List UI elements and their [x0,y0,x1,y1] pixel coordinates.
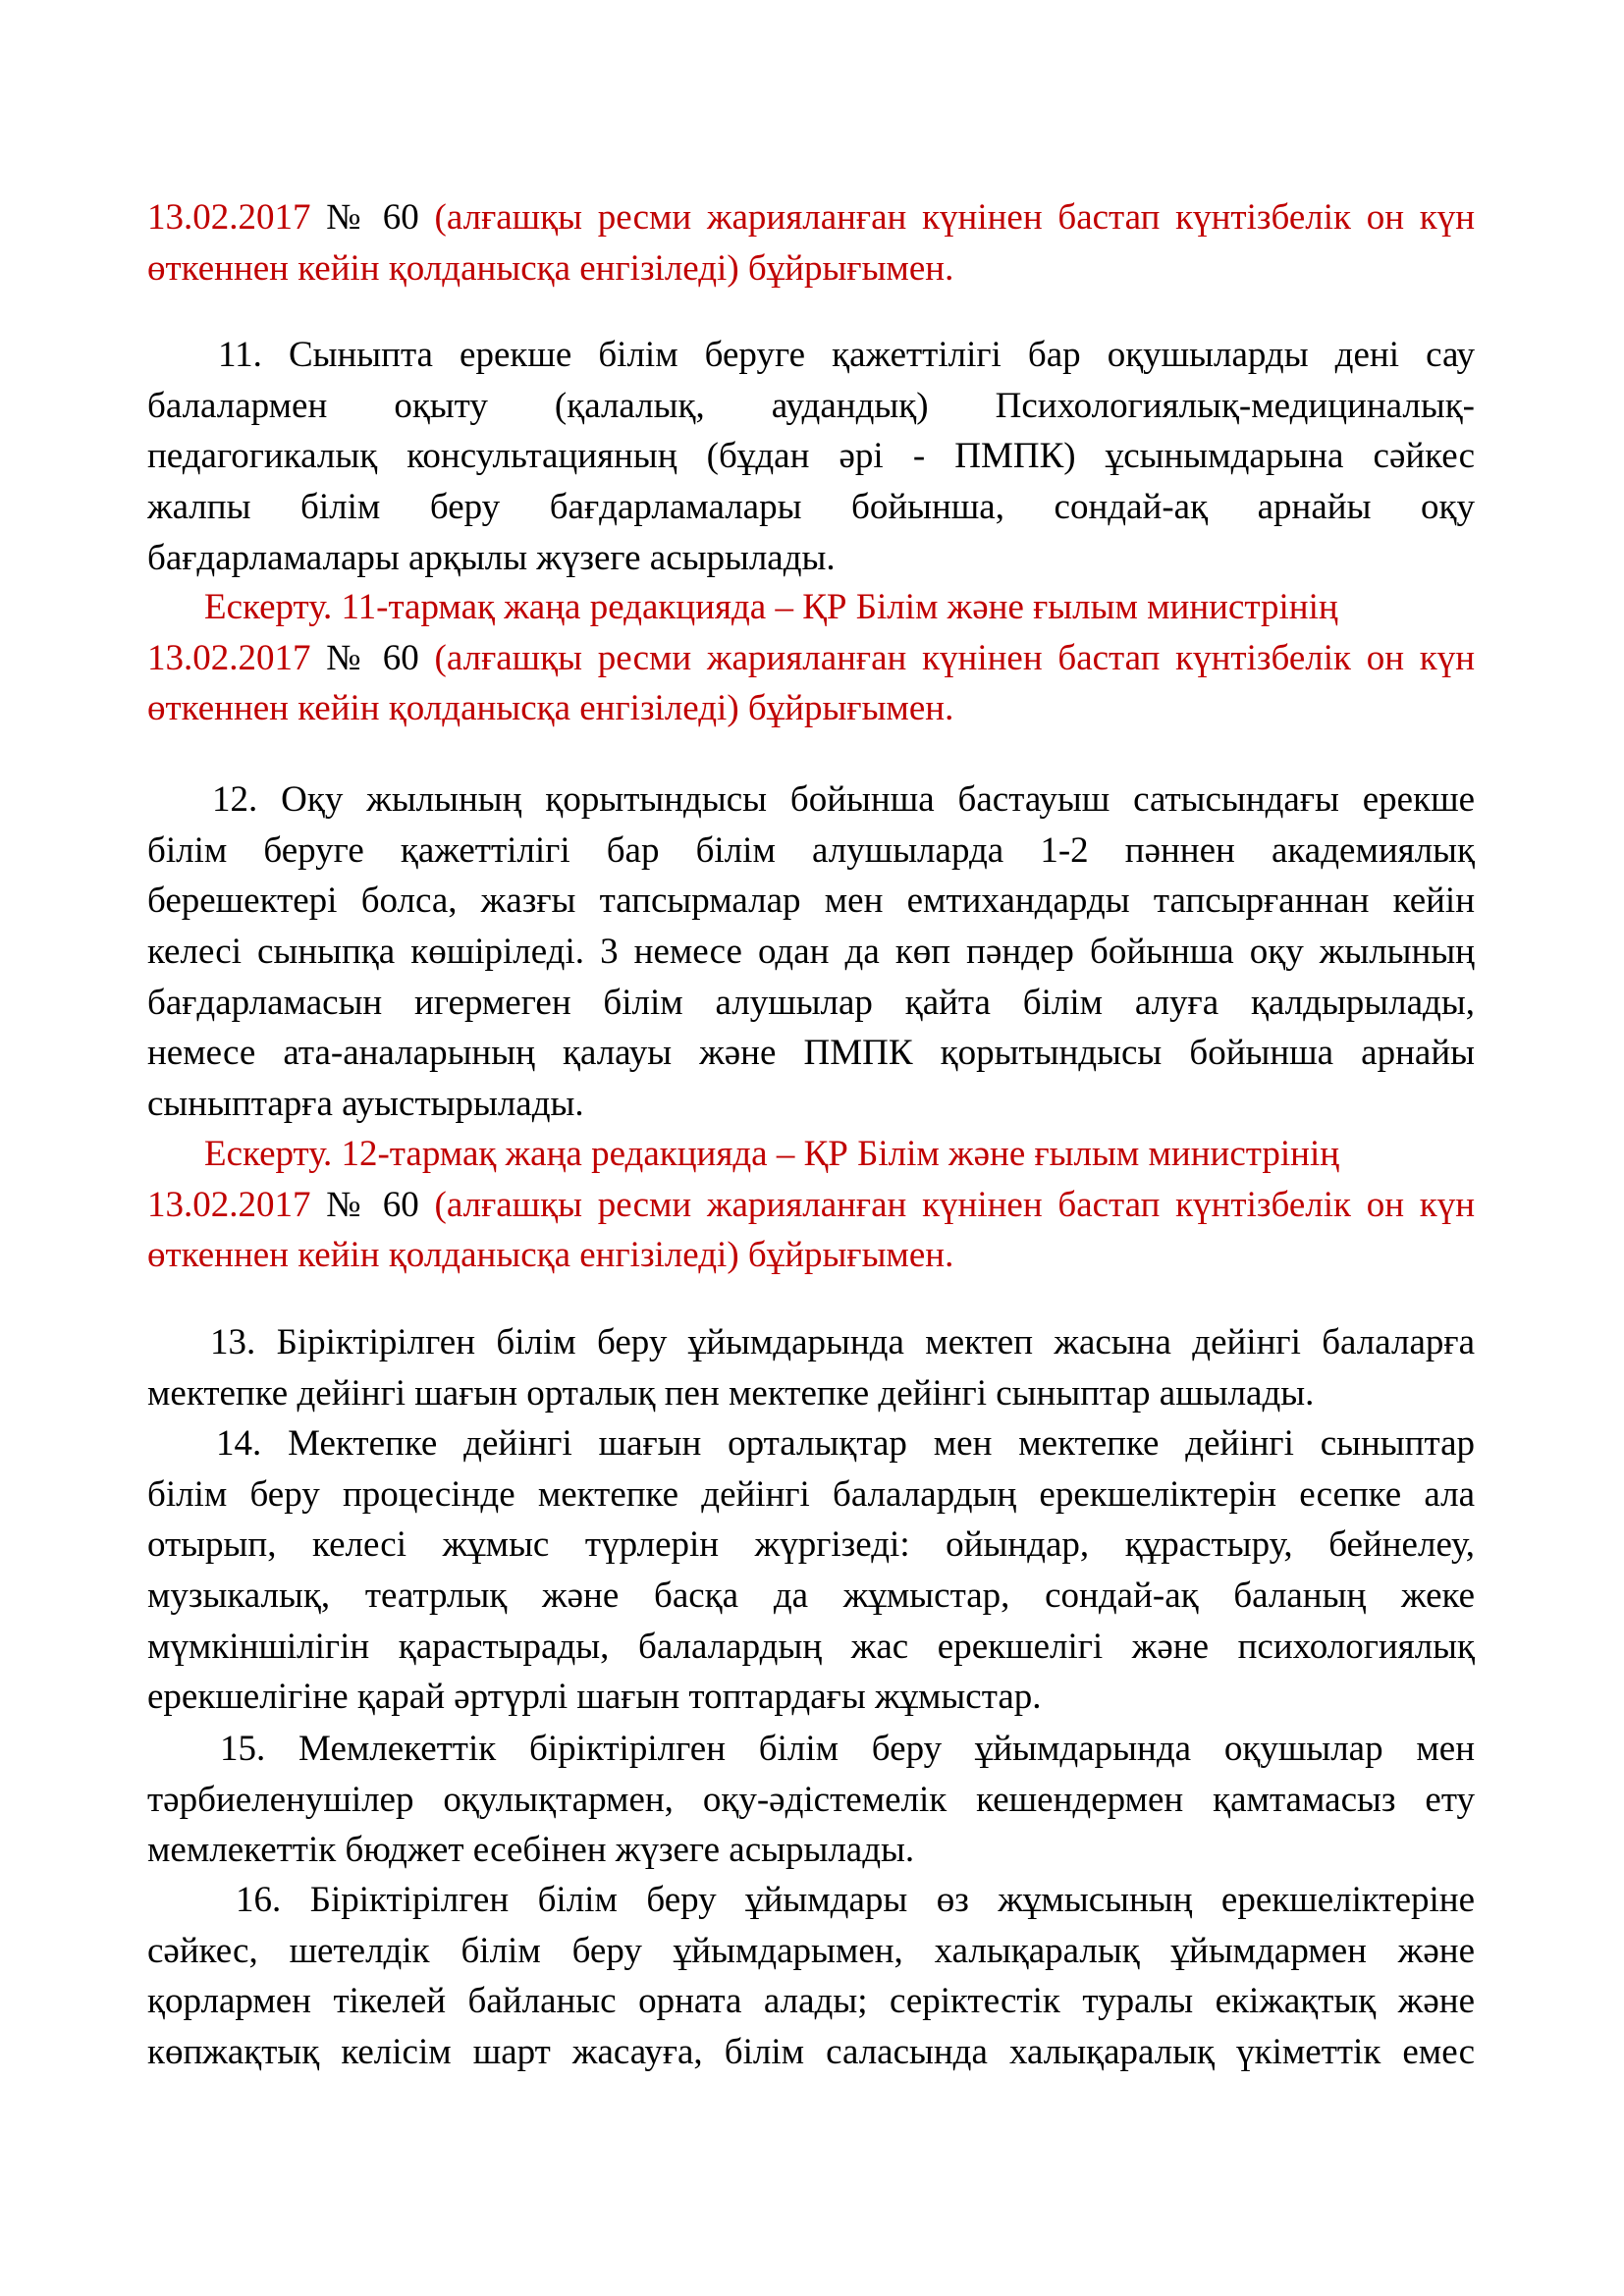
amendment-note-12 [147,1129,1475,1281]
paragraph-15 [147,1724,1475,1876]
paragraph-line: қорлармен тікелей байланыс орната алады; серіктестік туралы екіжақтық және [147,1981,1475,2022]
note-line [147,633,1475,684]
paragraph-line: 12. Оқу жылының қорытындысы бойынша бастауыш сатысындағы ерекше [212,779,1475,820]
note-text: (алғашқы ресми жарияланған күнінен бастап күнтізбелік он күн [434,637,1475,678]
paragraph-13 [147,1317,1475,1418]
paragraph-line: берешектері болса, жазғы тапсырмалар мен емтихандарды тапсырғаннан кейін [147,881,1475,922]
paragraph-11 [147,330,1475,583]
paragraph-12 [147,774,1475,1130]
note-line [147,192,1475,243]
paragraph-line: музыкалық, театрлық және басқа да жұмыстар, сондай-ақ баланың жеке [147,1575,1475,1617]
paragraph-line: мүмкіншілігін қарастырады, балалардың жас ерекшелігі және психологиялық [147,1626,1475,1667]
paragraph-16 [147,1875,1475,2078]
paragraph-line: жалпы білім беру бағдарламалары бойынша, сондай-ақ арнайы оқу [147,487,1475,528]
paragraph-line: 15. Мемлекеттік біріктірілген білім беру ұйымдарында оқушылар мен [220,1729,1475,1769]
paragraph-line: бағдарламалары арқылы жүзеге асырылады. [147,537,836,578]
order-number: № 60 [326,197,419,238]
paragraph-line: тәрбиеленушілер оқулықтармен, оқу-әдістемелік кешендермен қамтамасыз ету [147,1779,1475,1820]
amendment-note-11 [147,582,1475,734]
order-date: 13.02.2017 [147,637,311,678]
note-line: Ескерту. 12-тармақ жаңа редакцияда – ҚР Білім және ғылым министрінің [204,1134,1340,1174]
paragraph-line: келесі сыныпқа көшіріледі. 3 немесе одан да көп пәндер бойынша оқу жылының [147,932,1475,973]
note-line: Ескерту. 11-тармақ жаңа редакцияда – ҚР Білім және ғылым министрінің [204,587,1338,627]
paragraph-14 [147,1418,1475,1723]
paragraph-line: мемлекеттік бюджет есебінен жүзеге асырылады. [147,1830,915,1871]
order-date: 13.02.2017 [147,197,311,238]
paragraph-line: 14. Мектепке дейінгі шағын орталықтар мен мектепке дейінгі сыныптар [216,1423,1475,1464]
note-text: (алғашқы ресми жарияланған күнінен бастап күнтізбелік он күн [434,1184,1475,1225]
paragraph-line: көпжақтық келісім шарт жасауға, білім саласында халықаралық үкіметтік емес [147,2032,1475,2073]
paragraph-line: білім беруге қажеттілігі бар білім алушыларда 1-2 пәннен академиялық [147,829,1475,871]
note-line: өткеннен кейін қолданысқа енгізіледі) бұйрығымен. [147,688,954,729]
note-line [147,1180,1475,1231]
order-date: 13.02.2017 [147,1184,311,1225]
paragraph-line: сыныптарға ауыстырылады. [147,1084,584,1125]
amendment-note-continued [147,192,1475,294]
paragraph-line: 16. Біріктірілген білім беру ұйымдары өз жұмысының ерекшеліктеріне [236,1880,1475,1920]
paragraph-line: мектепке дейінгі шағын орталық пен мектепке дейінгі сыныптар ашылады. [147,1372,1315,1414]
paragraph-line: 13. Біріктірілген білім беру ұйымдарында мектеп жасына дейінгі балаларға [210,1322,1475,1362]
paragraph-line: сәйкес, шетелдік білім беру ұйымдарымен, халықаралық ұйымдармен және [147,1930,1475,1971]
paragraph-line: ерекшелігіне қарай әртүрлі шағын топтардағы жұмыстар. [147,1677,1042,1718]
paragraph-line: 11. Сыныпта ерекше білім беруге қажеттілігі бар оқушыларды дені сау [218,335,1475,375]
paragraph-line: педагогикалық консультацияның (бұдан әрі - ПМПК) ұсынымдарына сәйкес [147,436,1475,477]
note-line: өткеннен кейін қолданысқа енгізіледі) бұйрығымен. [147,247,954,289]
note-line: өткеннен кейін қолданысқа енгізіледі) бұйрығымен. [147,1235,954,1276]
paragraph-line: балалармен оқыту (қалалық, аудандық) Психологиялық-медициналық- [147,385,1475,426]
paragraph-line: білім беру процесінде мектепке дейінгі балалардың ерекшеліктерін есепке ала [147,1473,1475,1515]
order-number: № 60 [326,637,419,678]
order-number: № 60 [326,1184,419,1225]
paragraph-line: бағдарламасын игермеген білім алушылар қайта білім алуға қалдырылады, [147,982,1475,1023]
note-text: (алғашқы ресми жарияланған күнінен бастап күнтізбелік он күн [434,197,1475,238]
paragraph-line: немесе ата-аналарының қалауы және ПМПК қорытындысы бойынша арнайы [147,1033,1475,1074]
paragraph-line: отырып, келесі жұмыс түрлерін жүргізеді: ойындар, құрастыру, бейнелеу, [147,1524,1475,1566]
